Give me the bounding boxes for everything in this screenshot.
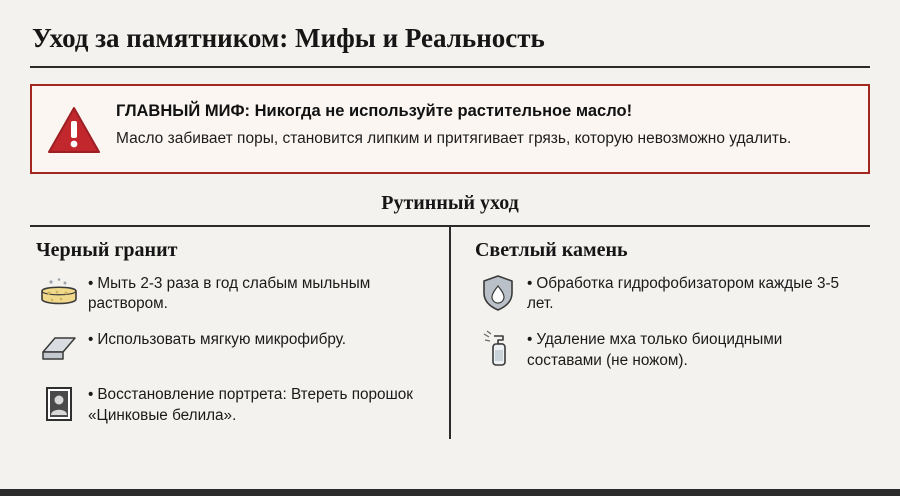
list-item-text xyxy=(88,328,439,351)
sponge-icon xyxy=(36,272,82,314)
list-item xyxy=(36,272,439,315)
list-item-label: Удаление мха только биоцидными составами (не ножом). xyxy=(526,330,783,369)
warning-triangle-icon xyxy=(46,104,102,156)
column-heading: Черный гранит xyxy=(36,238,178,261)
microfiber-cloth-icon xyxy=(36,328,82,370)
page-title: Уход за памятником: Мифы и Реальность xyxy=(32,23,545,53)
myth-text-block xyxy=(116,100,852,151)
spray-bottle-icon xyxy=(475,328,521,370)
routine-care-heading: Рутинный уход xyxy=(381,191,519,214)
list-item xyxy=(475,272,860,315)
bullet: • xyxy=(526,274,533,292)
list-item-text xyxy=(527,328,860,371)
myth-body: Масло забивает поры, становится липким и притягивает грязь, которую невозможно удалить. xyxy=(116,130,792,148)
list-item-label: Восстановление портрета: Втереть порошок «Цинковые белила». xyxy=(88,385,413,424)
bullet: • xyxy=(88,385,94,403)
column-light-stone xyxy=(451,227,870,440)
title-divider xyxy=(30,66,870,68)
list-item-label: Обработка гидрофобизатором каждые 3-5 лет. xyxy=(526,274,840,313)
bullet: • xyxy=(88,330,94,348)
bullet: • xyxy=(88,274,94,292)
list-item xyxy=(36,383,439,426)
main-myth-callout xyxy=(30,84,870,174)
list-item-text xyxy=(527,272,860,315)
column-heading: Светлый камень xyxy=(474,238,628,261)
portrait-icon xyxy=(36,383,82,425)
list-item-label: Мыть 2-3 раза в год слабым мыльным раствором. xyxy=(88,274,371,313)
shield-droplet-icon xyxy=(475,272,521,314)
bullet: • xyxy=(526,330,533,348)
list-item xyxy=(475,328,860,371)
myth-heading: ГЛАВНЫЙ МИФ: Никогда не используйте растительное масло! xyxy=(116,101,633,120)
routine-columns xyxy=(30,227,870,440)
list-item xyxy=(36,328,439,370)
list-item-text xyxy=(88,272,439,315)
list-item-label: Использовать мягкую микрофибру. xyxy=(97,330,347,348)
column-black-granite xyxy=(30,227,449,440)
list-item-text xyxy=(88,383,439,426)
